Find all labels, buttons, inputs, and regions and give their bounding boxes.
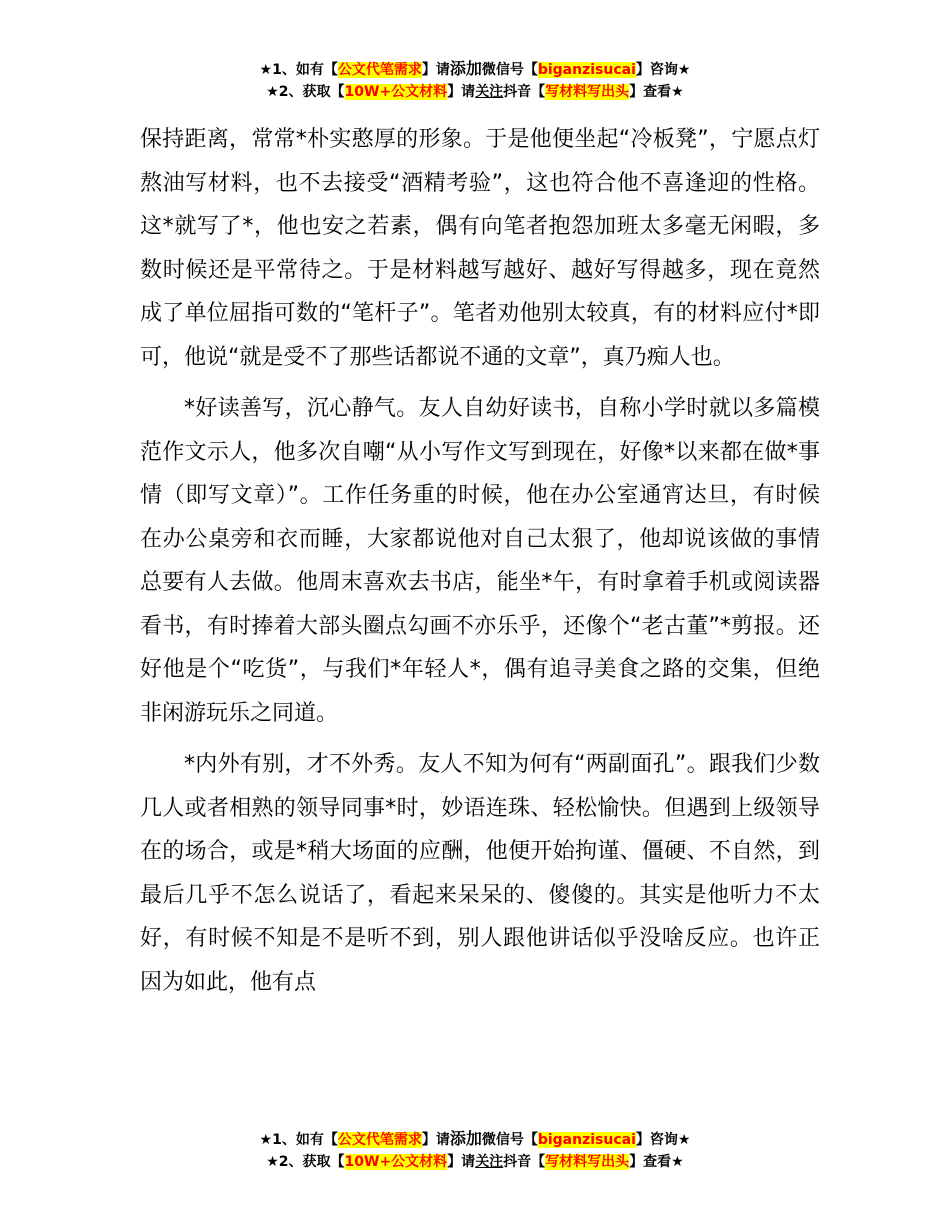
header-line1-mid1: 】请 bbox=[421, 62, 450, 78]
header-add-text: 添加 bbox=[449, 59, 482, 78]
paragraph-3: *内外有别，才不外秀。友人不知为何有“两副面孔”。跟我们少数几人或者相熟的领导同事*时，妙语连珠、轻松愉快。但遇到上级领导在的场合，或是*稍大场面的应酬，他便开始拘谨、僵硬、不自然，到最后几乎不怎么说话了，看起来呆呆的、傻傻的。其实是他听力不太好，有时候不知是不是听不到，别人跟他讲话似乎没啥反应。也许正因为如此，他有点 bbox=[140, 752, 820, 995]
header-follow-text: 关注 bbox=[475, 84, 504, 100]
footer-line1-mid1: 】请 bbox=[421, 1132, 450, 1148]
footer-follow-text: 关注 bbox=[475, 1154, 504, 1170]
footer-line-2 bbox=[0, 1151, 950, 1173]
footer-line1-mid2: 微信号【 bbox=[481, 1132, 538, 1148]
header-douyin-account: 写材料写出头 bbox=[545, 84, 630, 100]
document-body bbox=[140, 118, 820, 1012]
paragraph-1: 保持距离，常常*朴实憨厚的形象。于是他便坐起“冷板凳”，宁愿点灯熬油写材料，也不去接受“酒精考验”，这也符合他不喜逢迎的性格。这*就写了*，他也安之若素，偶有向笔者抱怨加班太多毫无闲暇，多数时候还是平常待之。于是材料越写越好、越好写得越多，现在竟然成了单位屈指可数的“笔杆子”。笔者劝他别太较真，有的材料应付*即可，他说“就是受不了那些话都说不通的文章”，真乃痴人也。 bbox=[140, 127, 820, 370]
header-line1-mid2: 微信号【 bbox=[481, 62, 538, 78]
header-banner bbox=[0, 58, 950, 103]
footer-banner bbox=[0, 1128, 950, 1173]
header-materials-highlight: 10W+公文材料 bbox=[344, 84, 448, 100]
header-line1-pre: ★1、如有【 bbox=[259, 62, 338, 78]
footer-materials-highlight: 10W+公文材料 bbox=[344, 1154, 448, 1170]
paragraph-2: *好读善写，沉心静气。友人自幼好读书，自称小学时就以多篇模范作文示人，他多次自嘲“从小写作文写到现在，好像*以来都在做*事情（即写文章）”。工作任务重的时候，他在办公室通宵达旦，有时候在办公桌旁和衣而睡，大家都说他对自己太狠了，他却说该做的事情总要有人去做。他周末喜欢去书店，能坐*午，有时拿着手机或阅读器看书，有时捧着大部头圈点勾画不亦乐乎，还像个“老古董”*剪报。还好他是个“吃货”，与我们*年轻人*，偶有追寻美食之路的交集，但绝非闲游玩乐之同道。 bbox=[140, 396, 820, 726]
footer-line1-post: 】咨询★ bbox=[635, 1132, 691, 1148]
header-line-1 bbox=[0, 58, 950, 81]
footer-line2-mid2: 抖音【 bbox=[503, 1154, 546, 1170]
header-line2-post: 】查看★ bbox=[629, 84, 684, 100]
header-line2-pre: ★2、获取【 bbox=[266, 84, 345, 100]
footer-wechat-id: biganzisucai bbox=[537, 1132, 636, 1148]
footer-line2-post: 】查看★ bbox=[629, 1154, 684, 1170]
footer-line-1 bbox=[0, 1128, 950, 1151]
header-line-2 bbox=[0, 81, 950, 103]
header-line2-mid2: 抖音【 bbox=[503, 84, 546, 100]
footer-douyin-account: 写材料写出头 bbox=[545, 1154, 630, 1170]
footer-service-highlight: 公文代笔需求 bbox=[337, 1132, 422, 1148]
header-line1-post: 】咨询★ bbox=[635, 62, 691, 78]
footer-add-text: 添加 bbox=[449, 1129, 482, 1148]
footer-line2-mid1: 】请 bbox=[447, 1154, 476, 1170]
header-wechat-id: biganzisucai bbox=[537, 62, 636, 78]
footer-line1-pre: ★1、如有【 bbox=[259, 1132, 338, 1148]
footer-line2-pre: ★2、获取【 bbox=[266, 1154, 345, 1170]
header-service-highlight: 公文代笔需求 bbox=[337, 62, 422, 78]
header-line2-mid1: 】请 bbox=[447, 84, 476, 100]
